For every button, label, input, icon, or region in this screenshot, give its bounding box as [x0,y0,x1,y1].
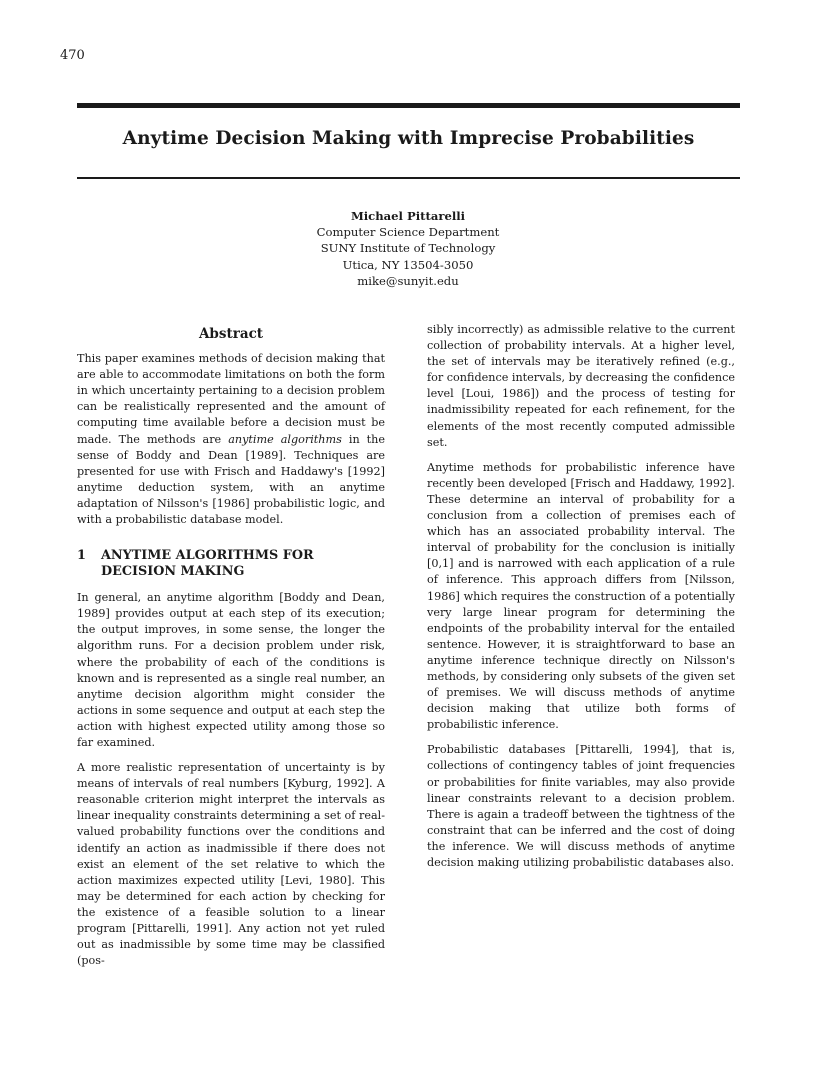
top-rule [77,103,740,108]
abstract-heading: Abstract [198,326,264,342]
section-number: 1 [77,548,86,564]
section1-paragraph-2: A more realistic representation of uncertainty is by means of intervals of real numbers [Kyburg, 1992]. A reasonable criterion might interpret the intervals as linear inequality constraints determining a set of real-valued probability functions over the conditions and identify an action as inadmissible if there does not exist an element of the set relative to which the action maximizes expected utility [Levi, 1980]. This may be determined for each action by checking for the existence of a feasible solution to a linear program [Pittarelli, 1991]. Any action not yet ruled out as inadmissible by some time may be classified (pos- [77,761,385,968]
title-rule [77,177,740,179]
abstract-text-part-1: This paper examines methods of decision making that are able to accommodate limitations on both the form in which uncertainty pertaining to a decision problem can be realistically represented and the amount of computing time available before a decision must be made. The methods are [77,352,385,446]
author-institution: SUNY Institute of Technology [320,241,496,256]
paper-title: Anytime Decision Making with Imprecise Probabilities [122,128,695,149]
left-column [77,322,385,978]
author-email: mike@sunyit.edu [357,273,459,288]
right-column [427,322,735,880]
author-name: Michael Pittarelli [350,209,466,223]
page-number: 470 [60,48,85,63]
author-department: Computer Science Department [316,225,500,240]
author-address: Utica, NY 13504-3050 [342,257,474,272]
abstract-emphasis: anytime algorithms [228,432,342,446]
right-paragraph-3: Probabilistic databases [Pittarelli, 1994], that is, collections of contingency tables of joint frequencies or probabilities for finite variables, may also provide linear constraints relevant to a decision problem. There is again a tradeoff between the tightness of the constraint that can be inferred and the cost of doing the inference. We will discuss methods of anytime decision making utilizing probabilistic databases also. [427,743,735,869]
section-heading [77,548,385,580]
author-block [200,208,616,289]
section-title: ANYTIME ALGORITHMS FOR DECISION MAKING [101,548,314,580]
abstract-text [77,351,385,528]
right-paragraph-2: Anytime methods for probabilistic inference have recently been developed [Frisch and Haddawy, 1992]. These determine an interval of probability for a conclusion from a collection of premises each of which has an associated probability interval. The interval of probability for the conclusion is initially [0,1] and is narrowed with each application of a rule of inference. This approach differs from [Nilsson, 1986] which requires the construction of a potentially very large linear program for determining the endpoints of the probability interval for the entailed sentence. However, it is straightforward to base an anytime inference technique directly on Nilsson's methods, by considering only subsets of the given set of premises. We will discuss methods of anytime decision making that utilize both forms of probabilistic inference. [427,460,735,732]
section1-paragraph-1: In general, an anytime algorithm [Boddy and Dean, 1989] provides output at each step of its execution; the output improves, in some sense, the longer the algorithm runs. For a decision problem under risk, where the probability of each of the conditions is known and is represented as a single real number, an anytime decision algorithm might consider the actions in some sequence and output at each step the action with highest expected utility among those so far examined. [77,591,385,749]
abstract-text-part-2: in the sense of Boddy and Dean [1989]. Techniques are presented for use with Frisch and Haddawy's [1992] anytime deduction system, with an anytime adaptation of Nilsson's [1986] probabilistic logic, and with a probabilistic database model. [77,432,385,527]
right-paragraph-1: sibly incorrectly) as admissible relative to the current collection of probability intervals. At a higher level, the set of intervals may be iteratively refined (e.g., for confidence intervals, by decreasing the confidence level [Loui, 1986]) and the process of testing for inadmissibility repeated for each refinement, for the elements of the most recently computed admissible set. [427,323,735,449]
